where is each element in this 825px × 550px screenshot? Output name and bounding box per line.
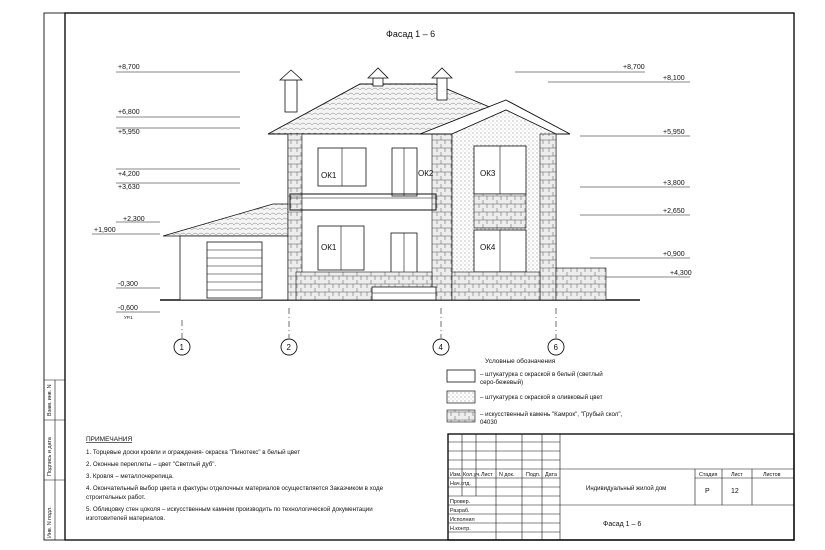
stamp-signature-date: Подпись и дата xyxy=(47,437,53,476)
legend-item: – штукатурка с окраской в оливковый цвет xyxy=(480,394,603,401)
plinth-right xyxy=(452,272,540,300)
stamp-inv-podl: Инв. N подл. xyxy=(47,506,53,538)
pillar-center xyxy=(432,130,452,300)
level-label: +8,700 xyxy=(118,64,140,71)
legend-title: Условные обозначения xyxy=(485,358,556,365)
chimney-cap xyxy=(280,70,302,80)
drawing-title: Фасад 1 – 6 xyxy=(386,29,436,39)
tb-role: Исполнил xyxy=(450,517,475,523)
tb-header: Лист xyxy=(481,472,493,478)
tb-stage: Р xyxy=(705,488,710,495)
garage-roof xyxy=(163,204,292,236)
chimney xyxy=(285,80,297,112)
note-item: 4. Окончательный выбор цвета и фактуры отделочных материалов осуществляется Заказчиком в ходе строительных работ. xyxy=(86,485,384,501)
tb-header: Изм. xyxy=(450,472,462,478)
tb-header: Подп. xyxy=(526,472,541,478)
axis-label: 4 xyxy=(438,343,443,352)
window-ok2 xyxy=(392,148,417,196)
tb-sheet-header: Лист xyxy=(731,472,743,478)
level-label: +2,300 xyxy=(123,216,145,223)
tb-project: Индивидуальный жилой дом xyxy=(586,486,667,492)
legend-swatch-white xyxy=(447,370,475,382)
tb-role: Н.контр. xyxy=(450,526,471,532)
level-label: +4,300 xyxy=(670,270,692,277)
chimney xyxy=(437,78,447,100)
stone-band xyxy=(474,194,526,228)
note-item: 2. Оконные переплеты – цвет "Светлый дуб". xyxy=(86,461,217,468)
tb-row-label: Нач.отд. xyxy=(450,481,471,487)
chimney xyxy=(373,78,383,86)
level-label: -0,600 xyxy=(118,305,138,312)
level-label: +3,630 xyxy=(118,184,140,191)
level-label: +8,100 xyxy=(663,75,685,82)
window-label: ОК2 xyxy=(418,169,434,178)
legend-swatch-olive xyxy=(447,391,475,403)
tb-drawing: Фасад 1 – 6 xyxy=(603,521,642,528)
stamp-vzam-inv: Взам. инв. N xyxy=(47,384,53,416)
note-item: 1. Торцевые доски кровли и ограждения- окраска "Пинотекс" в белый цвет xyxy=(86,449,301,456)
tb-sheet: 12 xyxy=(731,488,739,495)
level-label: +5,950 xyxy=(118,129,140,136)
garage-door xyxy=(207,242,262,298)
level-label: +2,650 xyxy=(663,208,685,215)
chimney-cap xyxy=(368,68,388,78)
tb-stage-header: Стадия xyxy=(699,472,718,478)
axis-label: 2 xyxy=(286,343,291,352)
level-sub-label: УР.1 xyxy=(124,315,133,320)
pillar-right xyxy=(540,134,556,300)
legend-item: – искусственный камень "Камрок", "Грубый скол", 04030 xyxy=(480,411,623,426)
level-marks-left xyxy=(94,64,145,320)
level-label: +0,900 xyxy=(663,251,685,258)
legend-item: – штукатурка с окраской в белый (светлый серо-бежевый) xyxy=(480,371,603,386)
tb-header: Дата xyxy=(545,472,557,478)
grid-axes xyxy=(174,308,564,355)
side-stamp xyxy=(44,380,65,540)
tb-sheets-header: Листов xyxy=(763,472,781,478)
tb-header: N док. xyxy=(499,472,515,478)
level-label: +4,200 xyxy=(118,171,140,178)
wing-right xyxy=(556,268,606,300)
level-label: +1,900 xyxy=(94,227,116,234)
note-item: 5. Облицовку стен цоколя – искусственным камнем производить по технологической документации изготовителей материалов. xyxy=(86,506,373,522)
level-label: +5,950 xyxy=(663,129,685,136)
chimney-cap xyxy=(432,68,452,78)
window-label: ОК1 xyxy=(321,243,337,252)
tb-role: Разраб. xyxy=(450,508,470,514)
porch-steps xyxy=(372,287,436,300)
legend xyxy=(447,357,623,426)
level-label: +3,800 xyxy=(663,180,685,187)
window-label: ОК4 xyxy=(480,243,496,252)
note-item: 3. Кровля – металлочерепица. xyxy=(86,473,174,480)
level-label: -0,300 xyxy=(118,281,138,288)
notes-heading: ПРИМЕЧАНИЯ xyxy=(86,436,133,443)
axis-label: 6 xyxy=(553,343,558,352)
title-block xyxy=(448,434,794,540)
axis-label: 1 xyxy=(179,343,184,352)
tb-header: Кол.уч. xyxy=(463,472,481,478)
level-label: +8,700 xyxy=(623,64,645,71)
legend-swatch-stone xyxy=(447,410,475,422)
level-label: +6,800 xyxy=(118,109,140,116)
window-label: ОК1 xyxy=(321,171,337,180)
window-label: ОК3 xyxy=(480,169,496,178)
notes xyxy=(86,436,384,522)
building-elevation xyxy=(160,68,640,300)
tb-role: Провер. xyxy=(450,499,471,505)
